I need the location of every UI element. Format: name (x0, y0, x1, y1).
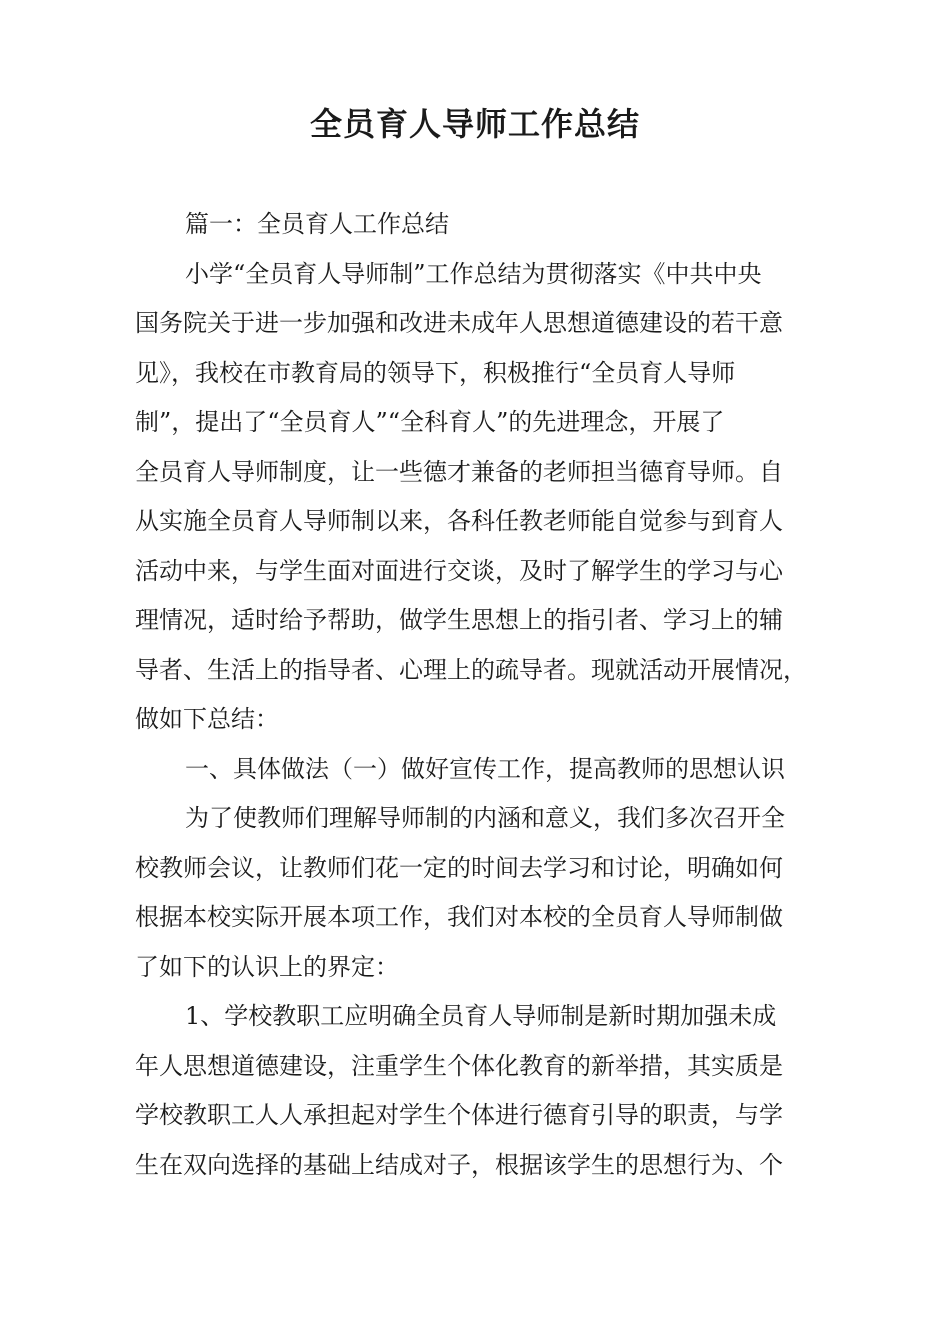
text-line: 生在双向选择的基础上结成对子，根据该学生的思想行为、个 (135, 1150, 783, 1179)
text-line: 理情况，适时给予帮助，做学生思想上的指引者、学习上的辅 (135, 606, 783, 634)
text-line: 国务院关于进一步加强和改进未成年人思想道德建设的若干意 (135, 309, 783, 337)
text-line: 为了使教师们理解导师制的内涵和意义，我们多次召开全 (185, 804, 785, 832)
text-line: 活动中来，与学生面对面进行交谈，及时了解学生的学习与心 (135, 556, 783, 585)
text-line: 见》，我校在市教育局的领导下，积极推行“全员育人导师 (135, 358, 736, 387)
text-line: 全员育人导师制度，让一些德才兼备的老师担当德育导师。自 (135, 457, 783, 486)
text-line: 制”，提出了“全员育人”“全科育人”的先进理念，开展了 (135, 408, 725, 436)
text-line: 从实施全员育人导师制以来，各科任教老师能自觉参与到育人 (135, 507, 783, 535)
text-line: 1、学校教职工应明确全员育人导师制是新时期加强未成 (185, 1002, 777, 1030)
text-line: 篇一：全员育人工作总结 (185, 210, 449, 238)
text-line: 导者、生活上的指导者、心理上的疏导者。现就活动开展情况， (135, 655, 807, 684)
document-title: 全员育人导师工作总结 (309, 105, 640, 143)
document-body (135, 200, 825, 1190)
text-line: 学校教职工人人承担起对学生个体进行德育引导的职责，与学 (135, 1101, 783, 1129)
text-line: 校教师会议，让教师们花一定的时间去学习和讨论，明确如何 (135, 853, 783, 882)
text-line: 年人思想道德建设，注重学生个体化教育的新举措，其实质是 (135, 1051, 783, 1080)
text-line: 了如下的认识上的界定： (135, 952, 399, 981)
text-line: 小学“全员育人导师制”工作总结为贯彻落实《中共中央 (185, 259, 762, 288)
text-line: 做如下总结： (135, 705, 279, 733)
text-line: 一、具体做法（一）做好宣传工作，提高教师的思想认识 (185, 754, 785, 783)
text-line: 根据本校实际开展本项工作，我们对本校的全员育人导师制做 (135, 903, 783, 931)
